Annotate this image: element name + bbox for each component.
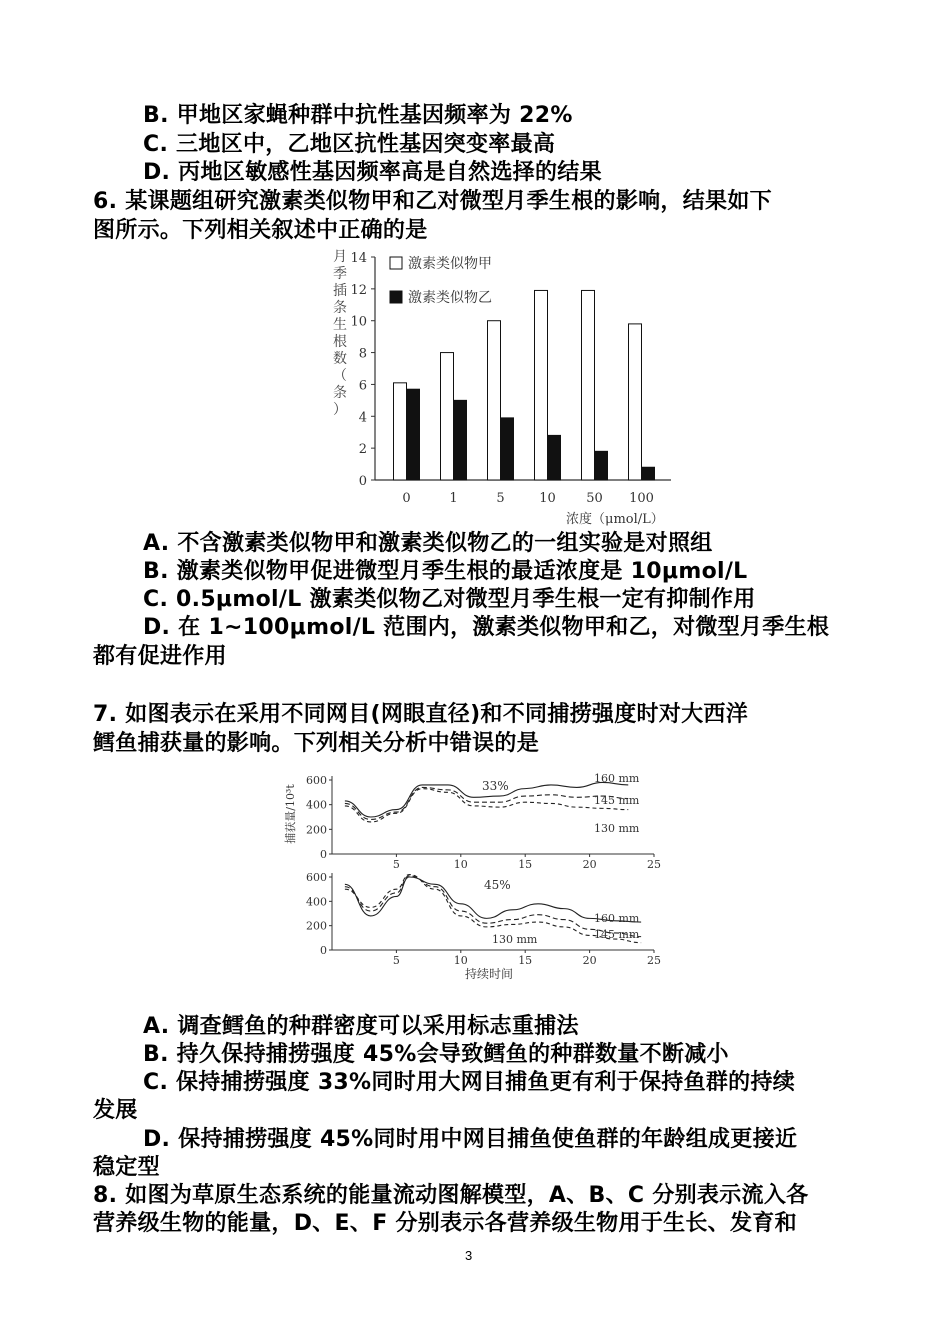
catch-ytick-label: 200 bbox=[306, 919, 327, 933]
catch-series-line bbox=[345, 789, 628, 822]
q5-option-d: D. 丙地区敏感性基因频率高是自然选择的结果 bbox=[143, 160, 602, 185]
q7-stem-line1: 7. 如图表示在采用不同网目(网眼直径)和不同捕捞强度时对大西洋 bbox=[93, 702, 749, 727]
bar-b bbox=[501, 418, 514, 480]
q7-option-b: B. 持久保持捕捞强度 45%会导致鳕鱼的种群数量不断减小 bbox=[143, 1042, 729, 1067]
legend-swatch bbox=[390, 291, 402, 303]
bar-chart-xtick-label: 50 bbox=[586, 491, 603, 506]
catch-line-chart bbox=[280, 770, 680, 985]
catch-xtick-label: 15 bbox=[518, 954, 533, 967]
bar-chart-ylabel-char: 条 bbox=[333, 300, 347, 316]
catch-xtick-label: 25 bbox=[647, 858, 661, 871]
q7-stem-line2: 鳕鱼捕获量的影响。下列相关分析中错误的是 bbox=[93, 731, 540, 756]
page-number: 3 bbox=[465, 1248, 473, 1263]
catch-series-label: 160 mm bbox=[594, 772, 640, 785]
q7-option-d: D. 保持捕捞强度 45%同时用中网目捕鱼使鱼群的年龄组成更接近 bbox=[143, 1127, 798, 1152]
bar-chart-ylabel-char: （ bbox=[333, 368, 347, 384]
bar-b bbox=[548, 435, 561, 480]
bar-chart-xtick-label: 100 bbox=[629, 491, 654, 506]
catch-xtick-label: 5 bbox=[392, 954, 400, 967]
catch-ytick-label: 600 bbox=[306, 774, 327, 787]
q6-option-b: B. 激素类似物甲促进微型月季生根的最适浓度是 10μmol/L bbox=[143, 559, 748, 584]
catch-xtick-label: 15 bbox=[518, 858, 533, 871]
catch-ytick-label: 600 bbox=[306, 871, 327, 884]
bar-chart-ytick-label: 2 bbox=[358, 442, 367, 458]
q7-option-c-cont: 发展 bbox=[93, 1098, 138, 1123]
catch-chart-xlabel: 持续时间 bbox=[465, 967, 514, 981]
catch-series-label: 160 mm bbox=[594, 912, 640, 925]
q6-option-c: C. 0.5μmol/L 激素类似物乙对微型月季生根一定有抑制作用 bbox=[143, 587, 756, 612]
bar-a bbox=[488, 321, 501, 480]
bar-chart-ylabel-char: 根 bbox=[333, 334, 347, 350]
bar-a bbox=[582, 290, 595, 480]
bar-a bbox=[629, 324, 642, 480]
bar-chart-xtick-label: 1 bbox=[449, 491, 458, 506]
catch-xtick-label: 10 bbox=[453, 858, 468, 871]
bar-chart-ylabel-char: 插 bbox=[333, 283, 347, 299]
bar-chart-ylabel-char: 生 bbox=[333, 317, 347, 333]
legend-label: 激素类似物甲 bbox=[408, 256, 492, 272]
bar-chart-xtick-label: 5 bbox=[496, 491, 505, 506]
catch-panel bbox=[306, 772, 661, 871]
bar-chart-ytick-label: 6 bbox=[358, 378, 367, 394]
bar-chart-ylabel bbox=[333, 249, 347, 418]
catch-panel bbox=[306, 871, 661, 967]
catch-panel-label: 33% bbox=[482, 779, 509, 793]
bar-chart-xtick-label: 10 bbox=[539, 491, 556, 506]
catch-xtick-label: 20 bbox=[582, 954, 597, 967]
bar-a bbox=[441, 353, 454, 480]
q6-option-a: A. 不含激素类似物甲和激素类似物乙的一组实验是对照组 bbox=[143, 531, 713, 556]
legend-label: 激素类似物乙 bbox=[408, 290, 492, 306]
bar-chart-ytick-label: 0 bbox=[358, 474, 367, 489]
bar-chart-ytick-label: 4 bbox=[358, 410, 367, 426]
catch-ytick-label: 0 bbox=[320, 848, 327, 861]
q6-stem-line2: 图所示。下列相关叙述中正确的是 bbox=[93, 218, 428, 243]
catch-chart-ylabel: 捕获量/10³t bbox=[284, 784, 297, 844]
q8-stem-line2: 营养级生物的能量，D、E、F 分别表示各营养级生物用于生长、发育和 bbox=[93, 1211, 797, 1236]
bar-chart-xtick-label: 0 bbox=[402, 491, 411, 506]
catch-xtick-label: 10 bbox=[453, 954, 468, 967]
bar-chart-ylabel-char: 条 bbox=[333, 385, 347, 401]
bar-chart-ytick-label: 14 bbox=[350, 251, 367, 266]
catch-xtick-label: 20 bbox=[582, 858, 597, 871]
bar-chart-xlabel: 浓度（μmol/L） bbox=[566, 512, 664, 527]
q7-option-d-cont: 稳定型 bbox=[93, 1155, 160, 1180]
catch-series-label: 130 mm bbox=[594, 822, 640, 835]
catch-series-label: 145 mm bbox=[594, 928, 640, 941]
catch-xtick-label: 25 bbox=[647, 954, 661, 967]
bar-chart-ytick-label: 12 bbox=[350, 282, 367, 298]
bar-a bbox=[394, 383, 407, 480]
q6-option-d-cont: 都有促进作用 bbox=[93, 644, 227, 669]
q6-option-d: D. 在 1~100μmol/L 范围内，激素类似物甲和乙，对微型月季生根 bbox=[143, 615, 830, 640]
bar-a bbox=[535, 290, 548, 480]
q5-option-b: B. 甲地区家蝇种群中抗性基因频率为 22% bbox=[143, 103, 573, 128]
bar-chart-ylabel-char: 季 bbox=[333, 266, 347, 282]
q7-option-a: A. 调查鳕鱼的种群密度可以采用标志重捕法 bbox=[143, 1014, 579, 1039]
q8-stem-line1: 8. 如图为草原生态系统的能量流动图解模型，A、B、C 分别表示流入各 bbox=[93, 1183, 809, 1208]
bar-b bbox=[595, 451, 608, 480]
bar-b bbox=[407, 389, 420, 480]
catch-series-label: 145 mm bbox=[594, 794, 640, 807]
bar-chart bbox=[326, 245, 686, 533]
bar-chart-ylabel-char: 月 bbox=[333, 249, 347, 265]
bar-chart-ylabel-char: 数 bbox=[333, 351, 347, 367]
q6-stem-line1: 6. 某课题组研究激素类似物甲和乙对微型月季生根的影响，结果如下 bbox=[93, 189, 772, 214]
q5-option-c: C. 三地区中，乙地区抗性基因突变率最高 bbox=[143, 132, 556, 157]
catch-series-label: 130 mm bbox=[492, 933, 538, 946]
catch-ytick-label: 400 bbox=[306, 798, 327, 812]
catch-xtick-label: 5 bbox=[392, 858, 400, 871]
q7-option-c: C. 保持捕捞强度 33%同时用大网目捕鱼更有利于保持鱼群的持续 bbox=[143, 1070, 796, 1095]
catch-ytick-label: 200 bbox=[306, 823, 327, 837]
bar-b bbox=[642, 467, 655, 480]
legend-swatch bbox=[390, 257, 402, 269]
catch-panel-label: 45% bbox=[484, 878, 511, 892]
bar-chart-ytick-label: 10 bbox=[350, 314, 367, 330]
catch-ytick-label: 0 bbox=[320, 944, 327, 957]
bar-chart-ylabel-char: ） bbox=[333, 402, 347, 418]
bar-b bbox=[454, 400, 467, 480]
catch-ytick-label: 400 bbox=[306, 895, 327, 909]
bar-chart-ytick-label: 8 bbox=[358, 346, 367, 362]
